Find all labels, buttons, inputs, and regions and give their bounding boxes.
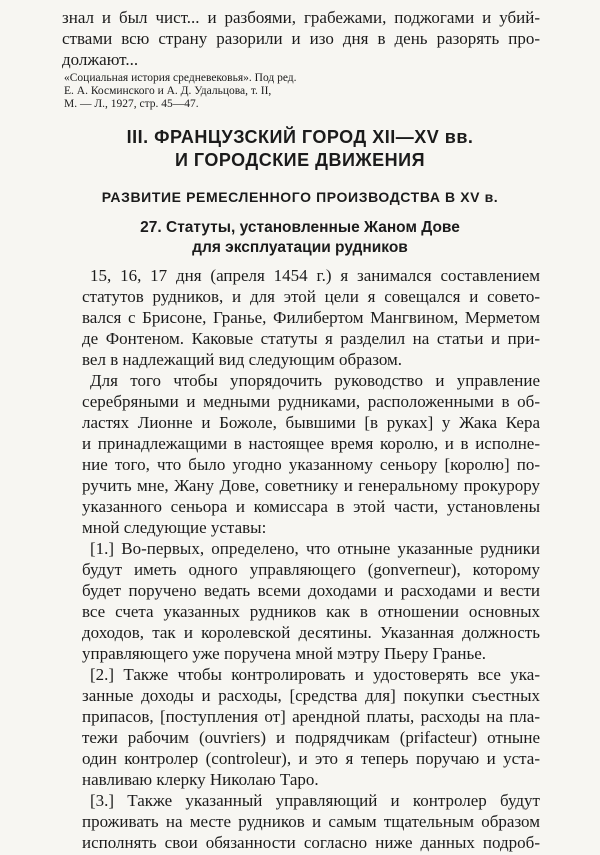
body-line: указанного сеньора и комиссара в этой части, установлены: [82, 497, 540, 516]
document-title-line-2: для эксплуатации рудников: [192, 239, 408, 256]
body-line: все счета указанных рудников как в отношении основных: [82, 602, 540, 621]
quote-line-1: знал и был чист... и разбоями, грабежами, поджогами и убий-: [62, 8, 540, 27]
source-line-3: М. — Л., 1927, стр. 45—47.: [64, 98, 199, 110]
body-line: 15, 16, 17 дня (апреля 1454 г.) я занимался составлением: [90, 266, 540, 285]
body-line: де Фонтеном. Каковые статуты я разделил на статьи и при-: [82, 329, 540, 348]
body-line: серебряными и медными рудниками, расположенными в об-: [82, 392, 540, 411]
body-line: [2.] Также чтобы контролировать и удостоверять все ука-: [90, 665, 540, 684]
source-line-1: «Социальная история средневековья». Под ред.: [64, 72, 297, 84]
document-title-line-1: 27. Статуты, установленные Жаном Дове: [140, 219, 460, 236]
body-line: один контролер (controleur), и это я теперь поручаю и уста-: [82, 749, 540, 768]
body-line: навливаю клерку Николаю Таро.: [82, 770, 319, 789]
body-line: [3.] Также указанный управляющий и контролер будут: [90, 791, 540, 810]
body-line: мной следующие уставы:: [82, 518, 267, 537]
body-line: доходов, так и королевской десятины. Указанная должность: [82, 623, 540, 642]
body-line: исполнять свои обязанности согласно ниже данных подроб-: [82, 833, 540, 852]
body-line: управляющего уже поручена мной мэтру Пьеру Гранье.: [82, 644, 487, 663]
body-line: будет поручено ведать всеми доходами и расходами и вести: [82, 581, 540, 600]
section-title-line-1: III. ФРАНЦУЗСКИЙ ГОРОД XII—XV вв.: [126, 127, 474, 147]
body-line: проживать на месте рудников и самым тщательным образом: [82, 812, 540, 831]
body-line: вел в надлежащий вид следующим образом.: [82, 350, 403, 369]
section-title-line-2: И ГОРОДСКИЕ ДВИЖЕНИЯ: [174, 150, 426, 170]
section-subtitle: РАЗВИТИЕ РЕМЕСЛЕННОГО ПРОИЗВОДСТВА В XV в.: [101, 189, 499, 205]
body-line: занные доходы и расходы, [средства для] покупки съестных: [82, 686, 540, 705]
body-line: [1.] Во-первых, определено, что отныне указанные рудники: [90, 539, 540, 558]
body-line: тежи рабочим (ouvriers) и подрядчикам (prifacteur) отныне: [82, 728, 540, 747]
body-line: ручить мне, Жану Дове, советнику и генеральному прокурору: [82, 476, 540, 495]
body-line: ластях Лионне и Божоле, бывшими [в руках] у Жака Кера: [82, 413, 540, 432]
body-line: и принадлежащими в настоящее время королю, и в исполне-: [82, 434, 540, 453]
body-line: припасов, [поступления от] арендной платы, расходы на пла-: [82, 707, 540, 726]
body-line: ние того, что было угодно указанному сеньору [королю] по-: [82, 455, 540, 474]
quote-line-3: должают...: [62, 50, 139, 69]
body-line: Для того чтобы упорядочить руководство и управление: [90, 371, 540, 390]
quote-line-2: ствами всю страну разорили и изо дня в день разорять про-: [62, 29, 540, 48]
source-line-2: Е. А. Косминского и А. Д. Удальцова, т. II,: [64, 85, 272, 97]
body-line: вался с Брисоне, Гранье, Филибертом Мангвином, Мерметом: [82, 308, 540, 327]
body-line: будут иметь одного управляющего (gonverneur), которому: [82, 560, 540, 579]
body-line: статутов рудников, и для этой цели я совещался и совето-: [82, 287, 540, 306]
